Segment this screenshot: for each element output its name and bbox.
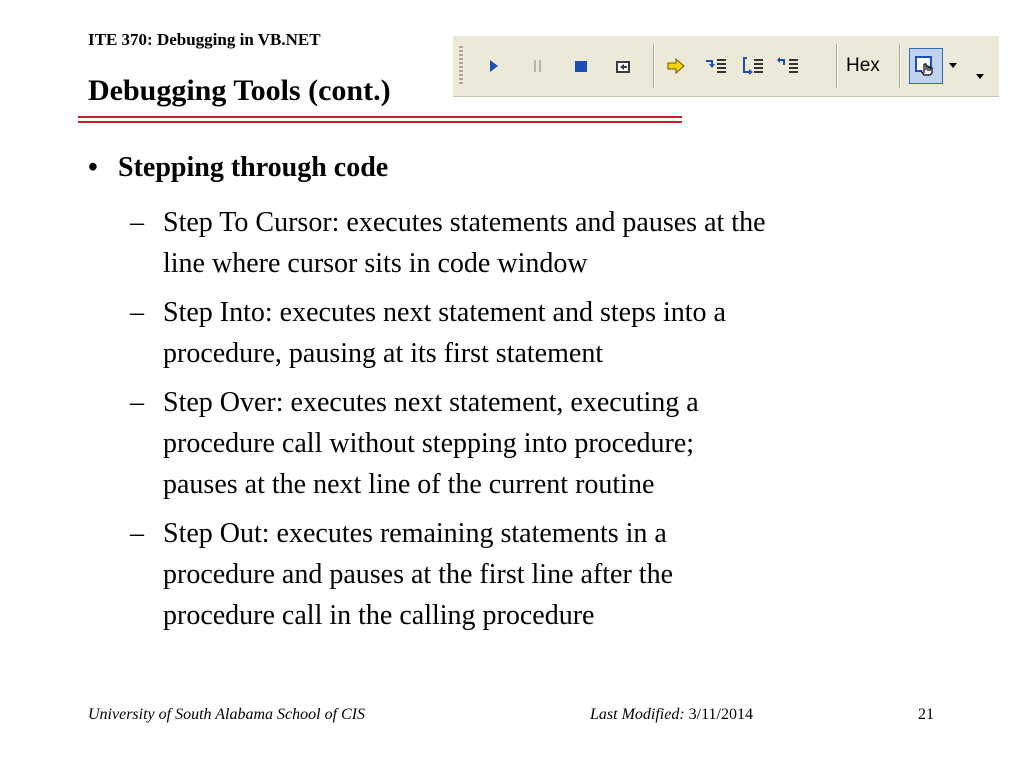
footer-modified [590, 706, 753, 724]
title-rule [78, 116, 682, 118]
footer-institution: University of South Alabama School of CIS [88, 706, 366, 723]
stop-debugging-icon[interactable] [569, 53, 593, 79]
dash-mark: – [130, 297, 144, 328]
toolbar-separator [653, 44, 654, 88]
hex-toggle-button[interactable]: Hex [846, 55, 880, 76]
toolbar-options-icon[interactable] [973, 62, 987, 88]
title-rule [78, 121, 682, 123]
footer-modified-date: 3/11/2014 [688, 706, 753, 723]
step-into-icon[interactable] [704, 53, 728, 79]
toolbar-separator [836, 44, 837, 88]
continue-icon[interactable] [482, 53, 506, 79]
footer-modified-label: Last Modified: [590, 706, 685, 723]
list-item-line: Step To Cursor: executes statements and pauses at the [163, 207, 766, 238]
break-all-icon[interactable] [526, 53, 550, 79]
list-item-line: procedure and pauses at the first line after the [163, 559, 674, 590]
step-over-icon[interactable] [741, 53, 765, 79]
list-item-line: procedure, pausing at its first statement [163, 338, 604, 369]
list-item-line: procedure call without stepping into procedure; [163, 428, 695, 459]
list-item-line: Step Over: executes next statement, executing a [163, 387, 699, 418]
bullet-text: Stepping through code [118, 152, 389, 183]
restart-icon[interactable] [611, 53, 635, 79]
list-item-text [163, 382, 923, 505]
step-out-icon[interactable] [776, 53, 800, 79]
course-label: ITE 370: Debugging in VB.NET [88, 30, 321, 49]
list-item-line: pauses at the next line of the current routine [163, 469, 655, 500]
dash-mark: – [130, 207, 144, 238]
list-item-text [163, 292, 923, 374]
bullet-mark: • [88, 152, 98, 183]
list-item-text [163, 202, 923, 284]
list-item-text [163, 513, 923, 636]
list-item-line: line where cursor sits in code window [163, 248, 588, 279]
breakpoints-window-button[interactable] [909, 48, 943, 84]
list-item-line: Step Into: executes next statement and steps into a [163, 297, 726, 328]
debug-toolbar [453, 35, 999, 97]
page-number: 21 [918, 706, 934, 723]
dash-mark: – [130, 518, 144, 549]
slide-title: Debugging Tools (cont.) [88, 74, 391, 107]
chevron-down-icon[interactable] [946, 53, 960, 79]
toolbar-separator [899, 44, 900, 88]
show-next-statement-icon[interactable] [664, 53, 688, 79]
toolbar-grip[interactable] [459, 46, 463, 86]
dash-mark: – [130, 387, 144, 418]
list-item-line: procedure call in the calling procedure [163, 600, 595, 631]
list-item-line: Step Out: executes remaining statements in a [163, 518, 667, 549]
